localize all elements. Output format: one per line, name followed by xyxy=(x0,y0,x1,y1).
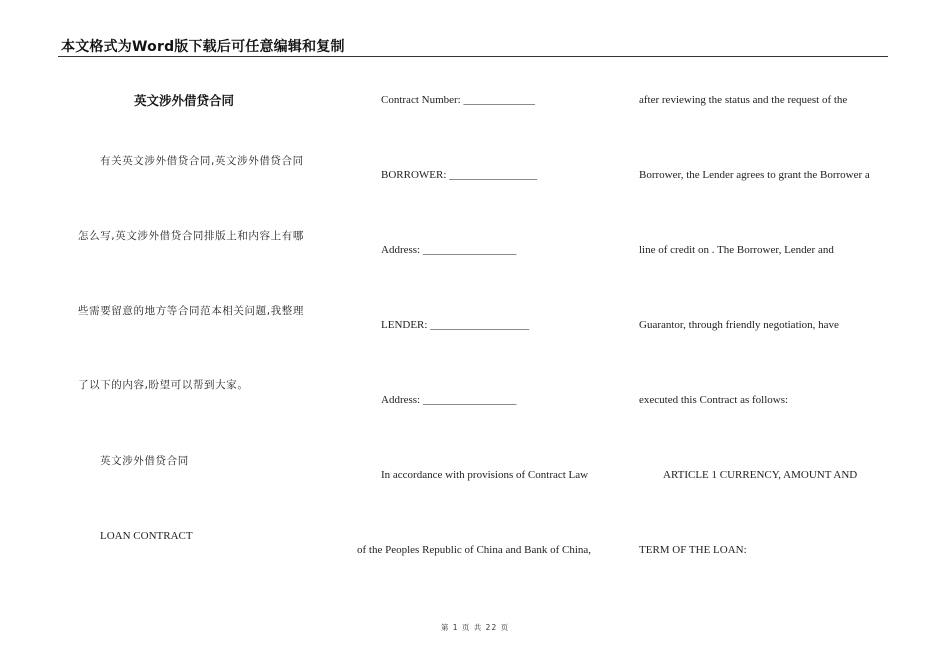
paragraph-line: 有关英文涉外借贷合同,英文涉外借贷合同 xyxy=(100,155,304,167)
paragraph-line: 了以下的内容,盼望可以帮到大家。 xyxy=(78,379,249,391)
paragraph-line: Borrower, the Lender agrees to grant the Borrower a xyxy=(639,169,870,181)
column-2 xyxy=(340,0,620,672)
paragraph-line: of the Peoples Republic of China and Bank of China, xyxy=(357,544,592,556)
article-heading: ARTICLE 1 CURRENCY, AMOUNT AND xyxy=(663,469,858,481)
paragraph-line: 些需要留意的地方等合同范本相关问题,我整理 xyxy=(78,305,304,317)
lender-address-field: Address: _________________ xyxy=(381,394,517,406)
column-1 xyxy=(0,0,340,672)
section-heading: 英文涉外借贷合同 xyxy=(100,455,189,467)
paragraph-line: In accordance with provisions of Contract Law xyxy=(381,469,589,481)
article-heading: TERM OF THE LOAN: xyxy=(639,544,747,556)
document-title: 英文涉外借贷合同 xyxy=(134,93,235,108)
paragraph-line: executed this Contract as follows: xyxy=(639,394,789,406)
borrower-field: BORROWER: ________________ xyxy=(381,169,538,181)
paragraph-line: Guarantor, through friendly negotiation, have xyxy=(639,319,839,331)
paragraph-line: after reviewing the status and the request of the xyxy=(639,94,848,106)
contract-number-field: Contract Number: _____________ xyxy=(381,94,535,106)
borrower-address-field: Address: _________________ xyxy=(381,244,517,256)
contract-heading: LOAN CONTRACT xyxy=(100,530,193,542)
lender-field: LENDER: __________________ xyxy=(381,319,530,331)
page-number: 第 1 页 共 22 页 xyxy=(440,623,510,632)
paragraph-line: 怎么写,英文涉外借贷合同排版上和内容上有哪 xyxy=(78,230,304,242)
column-3 xyxy=(620,0,910,672)
paragraph-line: line of credit on . The Borrower, Lender and xyxy=(639,244,834,256)
header-title: 本文格式为Word版下载后可任意编辑和复制 xyxy=(61,39,345,55)
